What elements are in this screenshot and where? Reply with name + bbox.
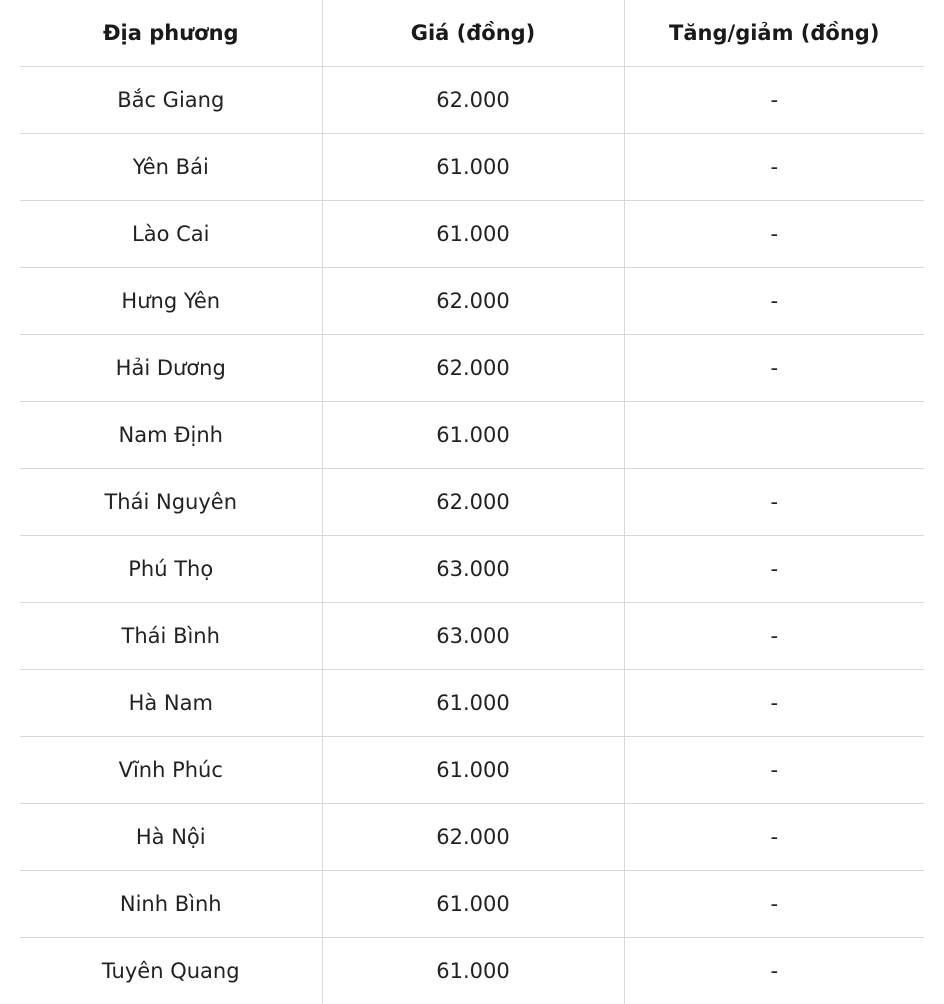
cell-price: 63.000 [322, 603, 624, 670]
cell-change: - [624, 134, 924, 201]
cell-price: 62.000 [322, 804, 624, 871]
table-row [20, 938, 924, 1004]
cell-change: - [624, 268, 924, 335]
cell-change: - [624, 469, 924, 536]
cell-change: - [624, 201, 924, 268]
table-row [20, 268, 924, 335]
cell-locality: Ninh Bình [20, 871, 322, 938]
table-row [20, 67, 924, 134]
cell-price: 61.000 [322, 670, 624, 737]
cell-change [624, 402, 924, 469]
cell-locality: Bắc Giang [20, 67, 322, 134]
cell-price: 63.000 [322, 536, 624, 603]
table-row [20, 402, 924, 469]
cell-change: - [624, 938, 924, 1004]
table-row [20, 670, 924, 737]
cell-price: 61.000 [322, 134, 624, 201]
table-row [20, 804, 924, 871]
table-header [20, 0, 924, 67]
cell-change: - [624, 335, 924, 402]
livestock-price-table [20, 0, 924, 1004]
table-row [20, 871, 924, 938]
table-row [20, 201, 924, 268]
table-body [20, 67, 924, 1004]
table-row [20, 603, 924, 670]
cell-price: 61.000 [322, 201, 624, 268]
cell-locality: Vĩnh Phúc [20, 737, 322, 804]
cell-price: 61.000 [322, 737, 624, 804]
table-row [20, 335, 924, 402]
cell-change: - [624, 536, 924, 603]
cell-price: 61.000 [322, 402, 624, 469]
cell-change: - [624, 737, 924, 804]
cell-price: 62.000 [322, 67, 624, 134]
cell-price: 61.000 [322, 871, 624, 938]
table-row [20, 536, 924, 603]
cell-locality: Thái Bình [20, 603, 322, 670]
column-header-price: Giá (đồng) [322, 0, 624, 67]
table-header-row [20, 0, 924, 67]
table-row [20, 469, 924, 536]
cell-price: 62.000 [322, 268, 624, 335]
cell-change: - [624, 804, 924, 871]
cell-change: - [624, 871, 924, 938]
table-row [20, 134, 924, 201]
cell-price: 62.000 [322, 335, 624, 402]
column-header-change: Tăng/giảm (đồng) [624, 0, 924, 67]
table-row [20, 737, 924, 804]
cell-change: - [624, 603, 924, 670]
cell-locality: Hải Dương [20, 335, 322, 402]
cell-locality: Tuyên Quang [20, 938, 322, 1004]
cell-price: 61.000 [322, 938, 624, 1004]
cell-locality: Thái Nguyên [20, 469, 322, 536]
cell-locality: Phú Thọ [20, 536, 322, 603]
cell-locality: Yên Bái [20, 134, 322, 201]
cell-change: - [624, 67, 924, 134]
column-header-locality: Địa phương [20, 0, 322, 67]
cell-locality: Hưng Yên [20, 268, 322, 335]
cell-price: 62.000 [322, 469, 624, 536]
cell-locality: Hà Nam [20, 670, 322, 737]
cell-locality: Nam Định [20, 402, 322, 469]
cell-change: - [624, 670, 924, 737]
cell-locality: Hà Nội [20, 804, 322, 871]
cell-locality: Lào Cai [20, 201, 322, 268]
